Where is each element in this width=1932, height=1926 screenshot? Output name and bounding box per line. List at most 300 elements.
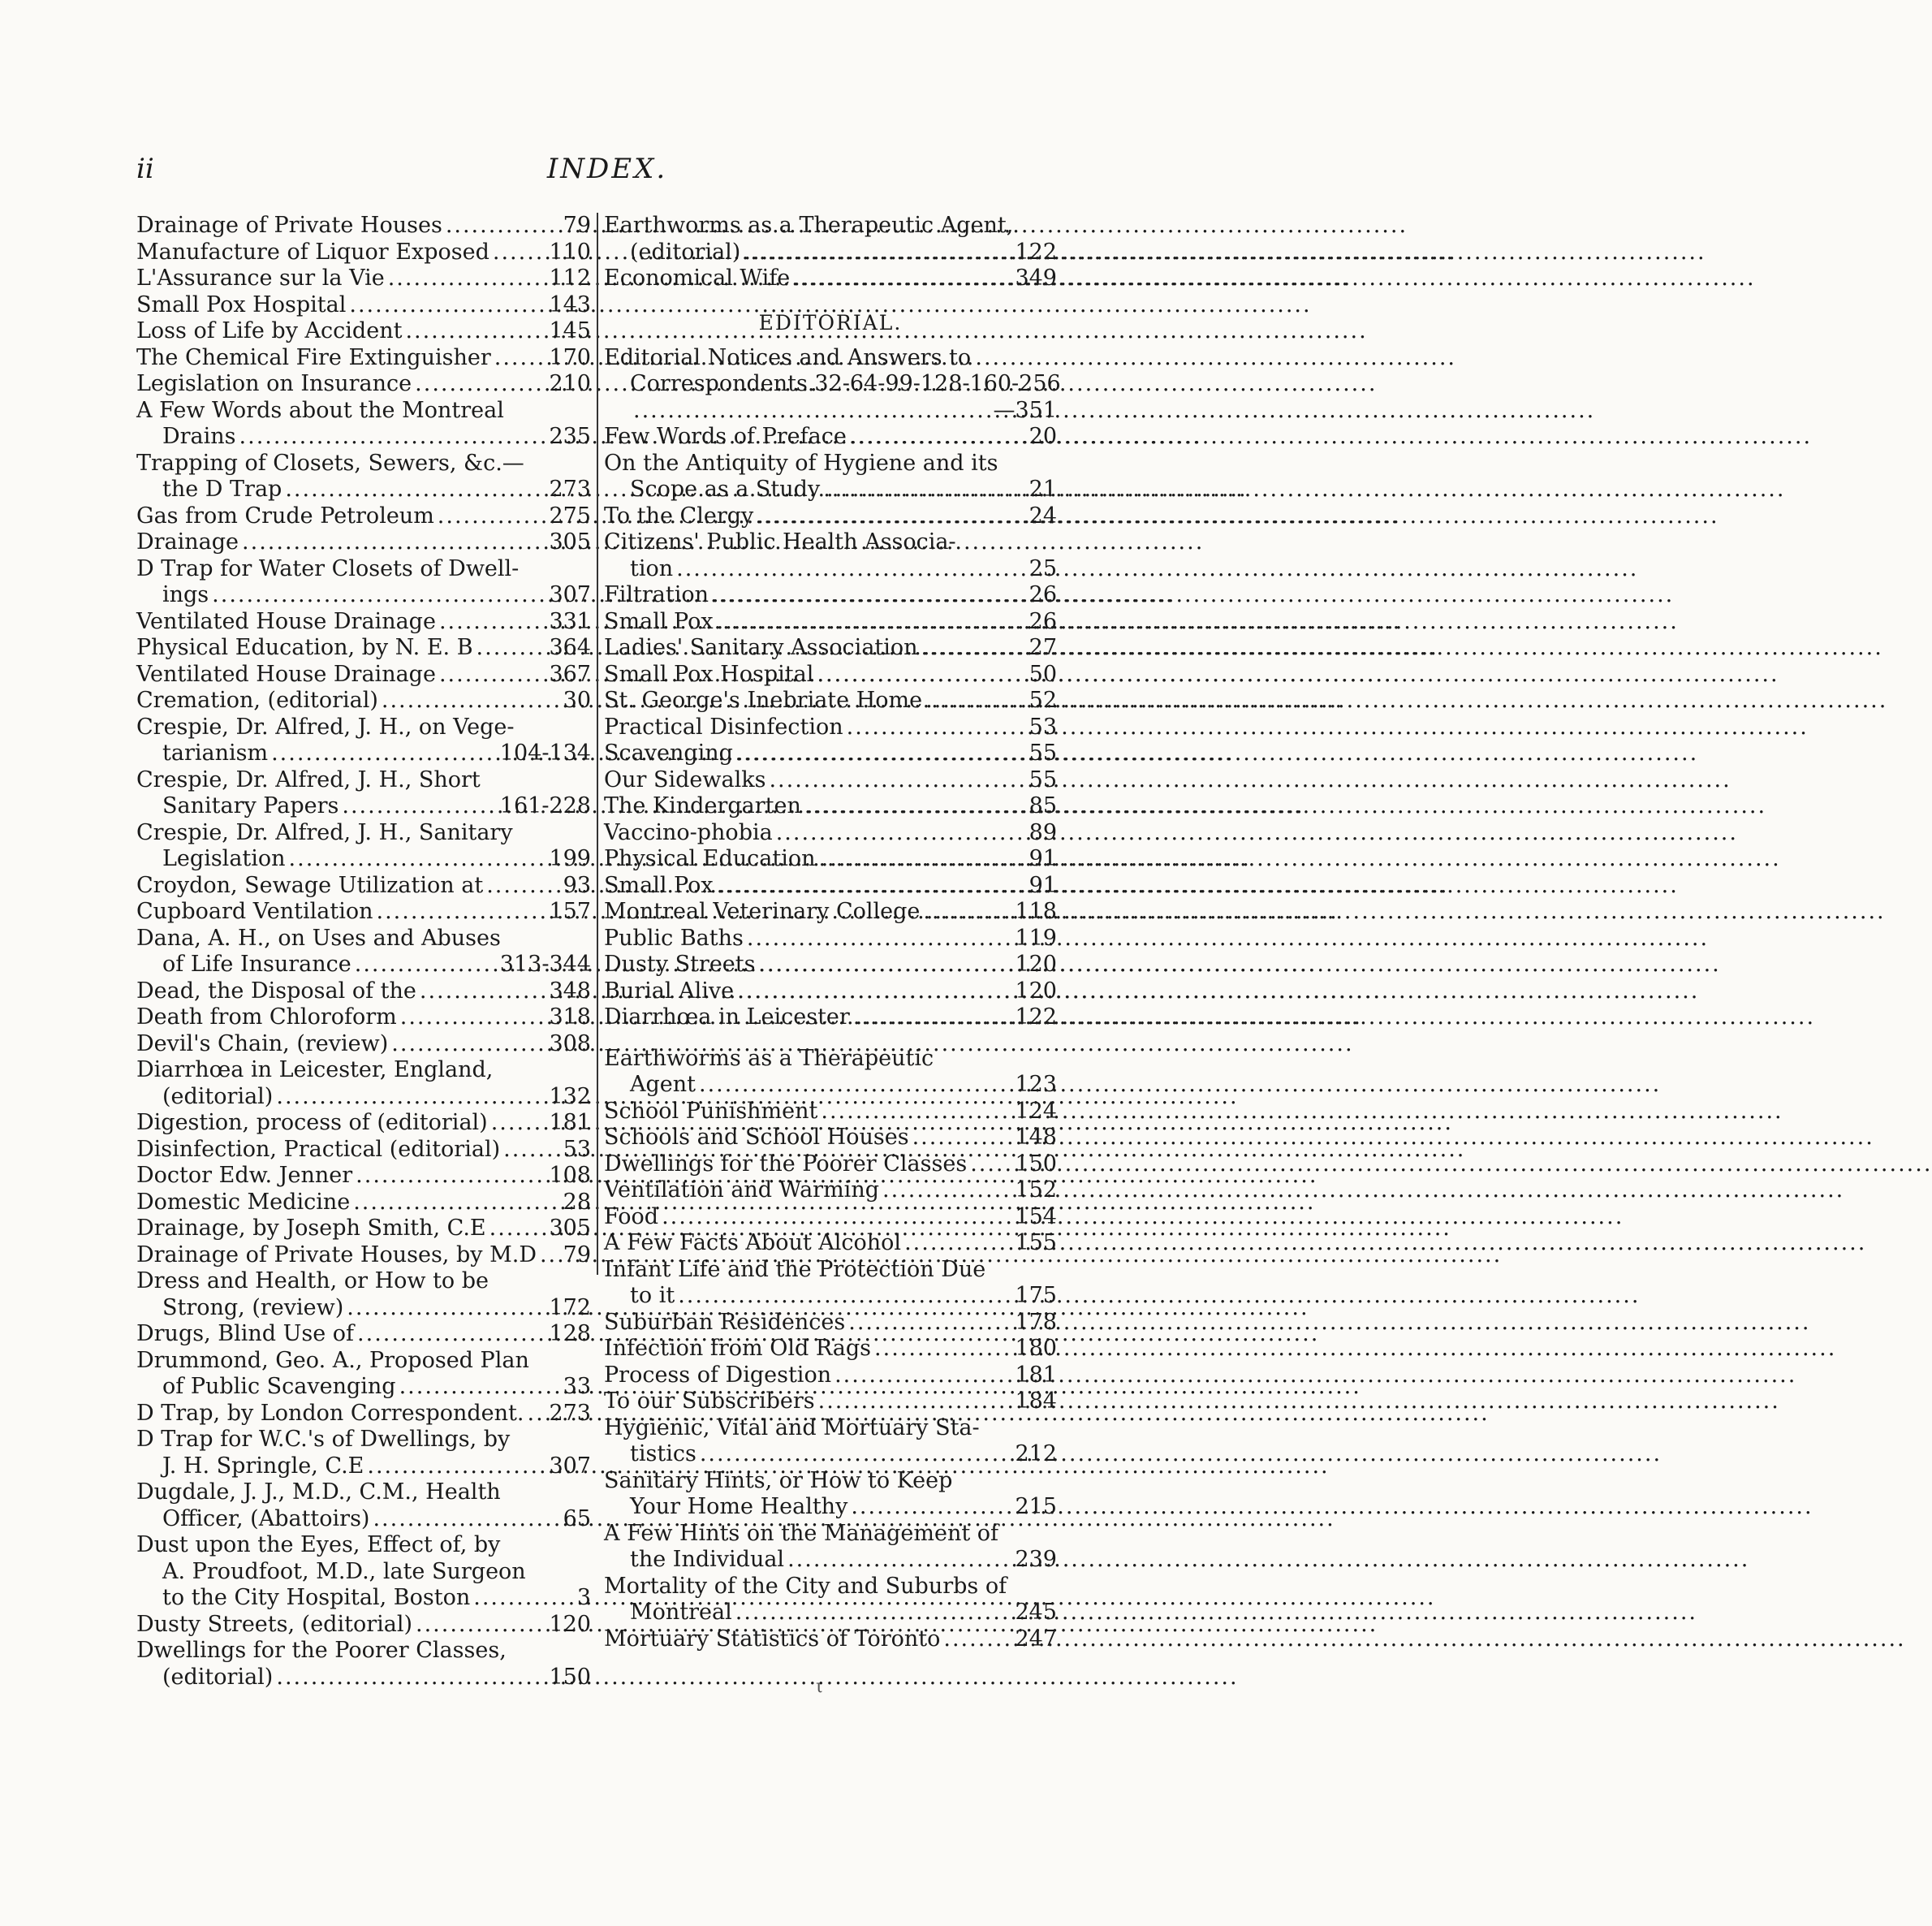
entry-text: Agent [630, 1072, 696, 1097]
index-entry [136, 1479, 591, 1532]
entry-text: Devil's Chain, (review) [136, 1030, 389, 1056]
entry-page-number: 79 [563, 1242, 591, 1267]
entry-text: Citizens' Public Health Associa- [604, 529, 956, 555]
index-entry [136, 1031, 591, 1058]
index-entry [136, 1321, 591, 1348]
index-entry-line [604, 451, 1057, 477]
entry-page-number: 178 [1015, 1309, 1057, 1335]
dot-leader [477, 635, 546, 662]
entry-text: Loss of Life by Accident [136, 318, 403, 343]
index-entry [136, 662, 591, 689]
entry-page-number: 364 [549, 635, 591, 660]
index-entry-line [604, 609, 1057, 636]
dot-leader [850, 424, 1026, 451]
index-entry-line [136, 477, 591, 503]
entry-text: Dress and Health, or How to be [136, 1268, 489, 1293]
dot-leader [391, 1031, 546, 1058]
index-entry [604, 1046, 1057, 1099]
index-entry-line [136, 424, 591, 451]
entry-text: Earthworms as a Therapeutic Agent, [604, 213, 1014, 238]
dot-leader [818, 846, 1025, 873]
index-entry-line [604, 529, 1057, 556]
entry-text: Burial Alive [604, 978, 735, 1004]
entry-text: A Few Words about the Montreal [136, 397, 504, 423]
entry-text: Death from Chloroform [136, 1004, 397, 1030]
index-entry [136, 1242, 591, 1269]
entry-text: Ladies' Sanitary Association [604, 635, 918, 660]
dot-leader [747, 926, 1012, 952]
entry-page-number: 108 [549, 1163, 591, 1188]
entry-page-number: 93 [563, 872, 591, 898]
entry-text: Public Baths [604, 925, 744, 951]
entry-text: Economical Wife [604, 266, 791, 291]
index-entry [136, 1427, 591, 1479]
entry-page-number: 145 [549, 318, 591, 343]
entry-text: Dwellings for the Poorer Classes, [136, 1638, 507, 1663]
entry-page-number: 247 [1015, 1626, 1057, 1652]
index-entry-line [136, 345, 591, 372]
entry-text: ings [162, 582, 209, 607]
entry-text: Infection from Old Rags [604, 1336, 872, 1361]
index-entry [604, 1004, 1057, 1031]
entry-text: the D Trap [162, 477, 282, 502]
index-entry [136, 318, 591, 345]
entry-text: Dugdale, J. J., M.D., C.M., Health [136, 1479, 501, 1505]
entry-text: the Individual [630, 1547, 785, 1572]
index-entry [136, 1110, 591, 1137]
entry-page-number: 120 [1015, 952, 1057, 977]
dot-leader [834, 1362, 1011, 1389]
dot-leader [438, 503, 546, 530]
dot-leader [678, 1283, 1011, 1310]
dot-leader [367, 1453, 546, 1480]
dot-leader [904, 1230, 1011, 1257]
index-entry-line [604, 978, 1057, 1005]
entry-page-number: 307 [549, 1453, 591, 1479]
index-entry-line [136, 1004, 591, 1031]
entry-page-number: 180 [1015, 1336, 1057, 1361]
entry-page-number: 55 [1029, 741, 1057, 766]
entry-page-number: 150 [549, 1664, 591, 1690]
entry-text: Mortuary Statistics of Toronto [604, 1626, 941, 1652]
index-entry [604, 1204, 1057, 1231]
index-entry-line [604, 1072, 1057, 1099]
index-entry [604, 1151, 1057, 1178]
index-entry-line [136, 1268, 591, 1295]
entry-text: Cupboard Ventilation [136, 899, 373, 924]
index-entry-line [136, 1321, 591, 1348]
entry-page-number: 104-134 [499, 741, 591, 766]
index-entry-line [604, 1099, 1057, 1125]
index-entry-line [604, 1336, 1057, 1362]
dot-leader [925, 688, 1026, 715]
index-entry [604, 873, 1057, 900]
index-entry-line [136, 1163, 591, 1190]
entry-page-number: 157 [549, 899, 591, 924]
index-entry [604, 741, 1057, 767]
index-entry-line [136, 240, 591, 266]
index-entry-line [604, 1574, 1057, 1600]
dot-leader [821, 1099, 1011, 1125]
index-entry [604, 1310, 1057, 1337]
dot-leader [439, 662, 546, 689]
index-entry-line [604, 688, 1057, 715]
index-column-right [604, 213, 1061, 1652]
entry-text: Legislation [162, 846, 286, 871]
entry-text: Drainage, by Joseph Smith, C.E [136, 1216, 486, 1241]
entry-text: Small Pox [604, 872, 714, 898]
index-entry-line [136, 1137, 591, 1164]
index-entry [136, 715, 591, 767]
entry-page-number: 155 [1015, 1230, 1057, 1255]
section-heading: EDITORIAL. [758, 310, 903, 335]
index-column-left [136, 213, 591, 1691]
index-entry-line [604, 424, 1057, 451]
index-entry [136, 688, 591, 715]
index-entry-line [604, 398, 1057, 425]
entry-text: Ventilation and Warming [604, 1177, 879, 1203]
dot-leader [823, 477, 1025, 503]
dot-leader [527, 1401, 546, 1427]
index-entry-line [136, 1242, 591, 1269]
entry-text: D Trap for W.C.'s of Dwellings, by [136, 1427, 511, 1452]
dot-leader [735, 1600, 1012, 1626]
dot-leader [787, 1547, 1011, 1574]
entry-page-number: 24 [1029, 503, 1057, 529]
entry-text: Dusty Streets [604, 952, 756, 977]
dot-leader [970, 1151, 1011, 1178]
index-entry-line [604, 1521, 1057, 1548]
entry-text: Drugs, Blind Use of [136, 1321, 355, 1346]
index-entry-line [604, 1004, 1057, 1031]
page-header [136, 153, 1078, 193]
entry-page-number: 199 [549, 846, 591, 871]
dot-leader [882, 1177, 1011, 1204]
index-entry [136, 1638, 591, 1691]
entry-page-number: 79 [563, 213, 591, 238]
index-entry-line [136, 266, 591, 292]
index-entry [604, 1125, 1057, 1151]
index-entry-line [136, 1031, 591, 1058]
index-entry [136, 451, 591, 503]
index-entry-line [604, 1310, 1057, 1337]
index-entry-line [136, 1453, 591, 1480]
entry-text: Few Words of Preface [604, 424, 847, 449]
entry-page-number: 150 [1015, 1151, 1057, 1177]
entry-text: Drainage of Private Houses, by M.D [136, 1242, 537, 1267]
index-entry-line [604, 846, 1057, 873]
entry-text: (editorial) [162, 1083, 274, 1109]
index-entry-line [604, 741, 1057, 767]
index-entry-line [136, 1190, 591, 1216]
entry-text: Sanitary Hints, or How to Keep [604, 1467, 953, 1493]
entry-text: Filtration [604, 582, 709, 607]
index-entry [136, 609, 591, 636]
index-entry-line [604, 240, 1057, 266]
entry-text: of Life Insurance [162, 952, 351, 977]
dot-leader [847, 715, 1026, 741]
entry-text: Practical Disinfection [604, 714, 843, 740]
index-entry-line [136, 503, 591, 530]
index-entry-line [604, 1177, 1057, 1204]
entry-page-number: 112 [549, 266, 591, 291]
entry-page-number: 120 [549, 1611, 591, 1637]
index-entry-line [136, 767, 591, 794]
index-entry [604, 1521, 1057, 1574]
index-entry-line [136, 1295, 591, 1322]
entry-text: Manufacture of Liquor Exposed [136, 239, 489, 265]
entry-page-number: 148 [1015, 1125, 1057, 1150]
entry-page-number: 275 [549, 503, 591, 529]
entry-page-number: 170 [549, 344, 591, 370]
entry-text: Crespie, Dr. Alfred, J. H., Sanitary [136, 819, 513, 845]
entry-page-number: 53 [563, 1136, 591, 1162]
dot-leader [676, 556, 1026, 583]
entry-page-number: 348 [549, 978, 591, 1004]
index-entry [604, 529, 1057, 582]
entry-text: (editorial) [162, 1664, 274, 1690]
entry-text: L'Assurance sur la Vie [136, 266, 385, 291]
entry-page-number: 172 [549, 1294, 591, 1320]
dot-leader [486, 873, 559, 900]
index-entry [604, 820, 1057, 847]
index-entry-line [136, 213, 591, 240]
index-entry-line [136, 1374, 591, 1401]
entry-page-number: 21 [1029, 477, 1057, 502]
index-entry-line [136, 1348, 591, 1375]
entry-page-number: 25 [1029, 555, 1057, 581]
entry-text: Ventilated House Drainage [136, 608, 436, 634]
index-entry-line [136, 1479, 591, 1506]
dot-leader [712, 582, 1026, 609]
entry-text: Diarrhœa in Leicester [604, 1004, 850, 1030]
index-entry-line [604, 635, 1057, 662]
index-entry-line [604, 345, 1057, 372]
index-entry-line [604, 1362, 1057, 1389]
index-entry-line [604, 767, 1057, 794]
entry-text: Dead, the Disposal of the [136, 978, 416, 1004]
entry-text: Small Pox [604, 608, 714, 634]
entry-text: Your Home Healthy [630, 1494, 848, 1519]
index-entry [136, 1004, 591, 1031]
index-entry [604, 1336, 1057, 1362]
entry-text: Sanitary Papers [162, 793, 339, 818]
entry-text: Our Sidewalks [604, 767, 766, 792]
entry-page-number: 53 [1029, 714, 1057, 740]
index-entry-line [604, 1441, 1057, 1468]
index-entry-line [136, 846, 591, 873]
index-entry-line [604, 662, 1057, 689]
index-entry [604, 1468, 1057, 1521]
entry-text: A Few Hints on the Management of [604, 1520, 999, 1546]
entry-page-number: 3 [576, 1585, 591, 1610]
index-entry-line [604, 1494, 1057, 1521]
index-entry-line [136, 1110, 591, 1137]
entry-text: A. Proudfoot, M.D., late Surgeon [162, 1558, 526, 1584]
dot-leader [382, 688, 560, 715]
dot-leader [349, 292, 546, 319]
dot-leader [923, 899, 1011, 926]
dot-leader [493, 240, 546, 266]
dot-leader [717, 609, 1026, 636]
column-divider [597, 213, 598, 1275]
entry-page-number: 331 [549, 608, 591, 634]
index-entry [136, 266, 591, 292]
index-entry [136, 503, 591, 530]
index-entry [604, 1177, 1057, 1204]
entry-text: Suburban Residences [604, 1309, 846, 1335]
index-entry [136, 1532, 591, 1612]
dot-leader [473, 1585, 574, 1612]
entry-text: Physical Education, by N. E. B [136, 635, 473, 660]
entry-text: Small Pox Hospital [136, 291, 347, 317]
index-entry-line [136, 926, 591, 952]
entry-page-number: 212 [1015, 1441, 1057, 1466]
entry-page-number: 128 [549, 1321, 591, 1346]
entry-text: tarianism [162, 741, 269, 766]
index-entry-line [136, 451, 591, 477]
entry-text: Drainage of Private Houses [136, 213, 442, 238]
index-entry [136, 345, 591, 372]
dot-leader [491, 1110, 546, 1137]
entry-page-number: —351 [993, 397, 1057, 423]
entry-page-number: 30 [563, 688, 591, 713]
entry-page-number: 181 [1015, 1362, 1057, 1388]
index-entry-line [136, 1559, 591, 1586]
index-entry-line [136, 371, 591, 398]
dot-leader [804, 793, 1026, 820]
index-entry [136, 820, 591, 873]
index-entry-line [604, 266, 1057, 292]
dot-leader [420, 978, 546, 1005]
dot-leader [400, 1004, 546, 1031]
index-entry-line [136, 1427, 591, 1453]
index-entry-line [604, 1151, 1057, 1178]
index-entry-line [136, 1084, 591, 1111]
entry-text: Digestion, process of (editorial) [136, 1110, 488, 1135]
dot-leader [342, 793, 496, 820]
entry-text: to the City Hospital, Boston [162, 1585, 471, 1610]
dot-leader [353, 1190, 559, 1216]
page-number: ii [136, 153, 154, 185]
index-entry [604, 582, 1057, 609]
dot-leader [376, 899, 546, 926]
index-entry-line [604, 1283, 1057, 1310]
dot-leader [874, 1336, 1011, 1362]
index-entry-line [136, 1532, 591, 1559]
entry-text: Trapping of Closets, Sewers, &c.— [136, 450, 524, 476]
index-entry [136, 1348, 591, 1401]
dot-leader [285, 477, 546, 503]
index-entry-line [604, 371, 1061, 398]
entry-page-number: 110 [549, 239, 591, 265]
entry-page-number: 305 [549, 1216, 591, 1241]
index-entry-line [604, 1230, 1057, 1257]
entry-text: Legislation on Insurance [136, 371, 412, 396]
index-entry [604, 926, 1057, 952]
entry-page-number: 26 [1029, 608, 1057, 634]
entry-text: Schools and School Houses [604, 1125, 909, 1150]
dot-leader [769, 767, 1025, 794]
dot-leader [793, 266, 1011, 292]
index-entry [604, 344, 1061, 425]
entry-page-number: 122 [1015, 1004, 1057, 1030]
dot-leader [912, 1125, 1012, 1151]
index-entry-line [604, 1600, 1057, 1626]
dot-leader [921, 635, 1026, 662]
dot-leader [347, 1295, 546, 1322]
index-entry-line [136, 1057, 591, 1084]
entry-text: The Kindergarten [604, 793, 801, 818]
index-entry [136, 899, 591, 926]
index-entry [604, 715, 1057, 741]
entry-page-number: 27 [1029, 635, 1057, 660]
entry-page-number: 122 [1015, 239, 1057, 265]
entry-page-number: 273 [549, 1400, 591, 1426]
entry-page-number: 308 [549, 1030, 591, 1056]
entry-text: Dusty Streets, (editorial) [136, 1611, 413, 1637]
entry-text: School Punishment [604, 1098, 818, 1124]
index-entry-line [604, 477, 1057, 503]
entry-text: Hygienic, Vital and Mortuary Sta- [604, 1414, 980, 1440]
dot-leader [759, 952, 1012, 978]
dot-leader [943, 1626, 1011, 1653]
index-entry [604, 1257, 1057, 1310]
dot-leader [776, 820, 1026, 847]
index-entry-line [136, 1612, 591, 1639]
dot-leader [717, 873, 1026, 900]
entry-text: St. George's Inebriate Home [604, 688, 923, 713]
entry-text: To our Subscribers [604, 1388, 815, 1414]
spacer [604, 1031, 1057, 1046]
entry-text: Dust upon the Eyes, Effect of, by [136, 1532, 501, 1557]
entry-text: The Chemical Fire Extinguisher [136, 344, 491, 370]
dot-leader [276, 1084, 546, 1111]
dot-leader [851, 1494, 1011, 1521]
index-entry-line [136, 1506, 591, 1533]
entry-text: Physical Education [604, 846, 816, 871]
entry-text: to it [630, 1283, 675, 1308]
index-entry-line [136, 662, 591, 689]
entry-text: Domestic Medicine [136, 1189, 351, 1215]
entry-text: tion [630, 555, 674, 581]
index-entry-line [136, 292, 591, 319]
index-entry-line [136, 1216, 591, 1242]
entry-page-number: 154 [1015, 1203, 1057, 1229]
index-entry [604, 899, 1057, 926]
entry-page-number: 305 [549, 529, 591, 555]
index-entry [604, 503, 1057, 530]
entry-page-number: 210 [549, 371, 591, 396]
index-entry-line [136, 741, 591, 767]
dot-leader [853, 1004, 1012, 1031]
entry-page-number: 33 [563, 1374, 591, 1399]
entry-text: Correspondents.32-64-99-128-160-256 [630, 371, 1061, 396]
index-entry [604, 1626, 1057, 1653]
dot-leader [356, 1163, 546, 1190]
entry-page-number: 55 [1029, 767, 1057, 792]
index-entry [604, 609, 1057, 636]
index-entry-line [136, 688, 591, 715]
entry-page-number: 91 [1029, 872, 1057, 898]
entry-text: (editorial) [630, 239, 741, 265]
index-entry-line [136, 318, 591, 345]
index-entry-line [136, 715, 591, 741]
entry-text: Mortality of the City and Suburbs of [604, 1573, 1007, 1599]
entry-page-number: 318 [549, 1004, 591, 1030]
dot-leader [373, 1506, 559, 1533]
index-entry [136, 529, 591, 556]
